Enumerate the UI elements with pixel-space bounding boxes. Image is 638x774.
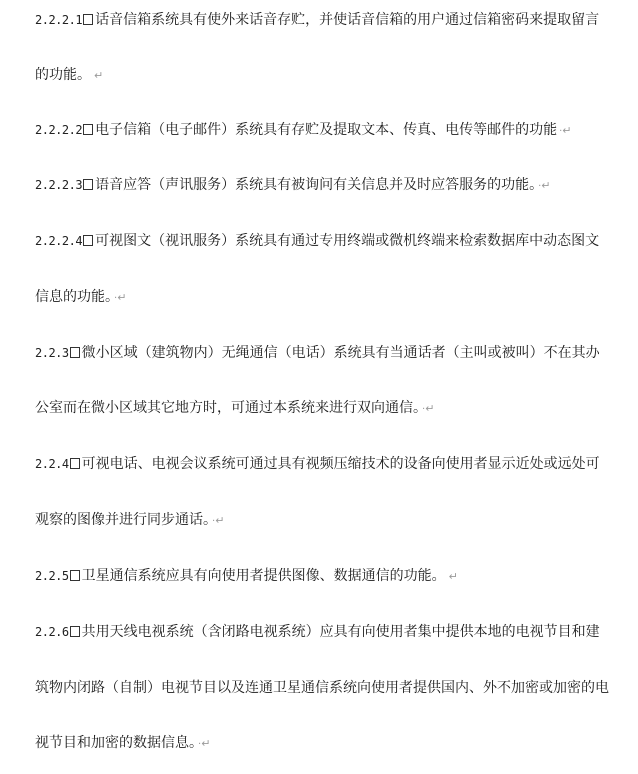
paragraph-text: 的功能。: [35, 67, 91, 83]
section-number: 2.2.6: [35, 625, 69, 639]
space-dot-icon: ·: [198, 739, 202, 750]
paragraph-2-2-4-line-1: [35, 454, 615, 474]
paragraph-text: 视节目和加密的数据信息。: [35, 735, 196, 751]
checkbox-placeholder-icon: [70, 570, 80, 581]
paragraph-mark-icon: ↵: [448, 570, 458, 583]
paragraph-mark-icon: ↵: [562, 124, 572, 137]
checkbox-placeholder-icon: [83, 235, 93, 246]
paragraph-mark-icon: ↵: [94, 69, 104, 82]
paragraph-mark-icon: ↵: [215, 514, 225, 527]
paragraph-text: 共用天线电视系统（含闭路电视系统）应具有向使用者集中提供本地的电视节目和建: [81, 624, 600, 640]
checkbox-placeholder-icon: [83, 14, 93, 25]
paragraph-2-2-6-line-2: [35, 678, 615, 698]
paragraph-text: 信息的功能。: [35, 289, 112, 305]
space-dot-icon: ·: [559, 126, 563, 137]
paragraph-2-2-2-4-line-2: [35, 287, 615, 307]
checkbox-placeholder-icon: [70, 347, 80, 358]
checkbox-placeholder-icon: [83, 124, 93, 135]
checkbox-placeholder-icon: [83, 179, 93, 190]
paragraph-text: 话音信箱系统具有使外来话音存贮，并使话音信箱的用户通过信箱密码来提取留言: [95, 12, 600, 28]
paragraph-mark-icon: ↵: [425, 402, 435, 415]
paragraph-text: 观察的图像并进行同步通话。: [35, 512, 210, 528]
section-number: 2.2.4: [35, 457, 69, 471]
paragraph-text: 可视电话、电视会议系统可通过具有视频压缩技术的设备向使用者显示近处或远处可: [81, 456, 600, 472]
space-dot-icon: ·: [422, 404, 426, 415]
paragraph-2-2-2-4-line-1: [35, 231, 615, 251]
paragraph-2-2-4-line-2: [35, 510, 615, 530]
section-number: 2.2.2.4: [35, 234, 83, 248]
paragraph-text: 筑物内闭路（自制）电视节目以及连通卫星通信系统向使用者提供国内、外不加密或加密的电: [35, 680, 609, 696]
paragraph-text: 电子信箱（电子邮件）系统具有存贮及提取文本、传真、电传等邮件的功能: [95, 122, 558, 138]
paragraph-text: 微小区域（建筑物内）无绳通信（电话）系统具有当通话者（主叫或被叫）不在其办: [81, 345, 600, 361]
checkbox-placeholder-icon: [70, 626, 80, 637]
paragraph-2-2-6-line-3: [35, 733, 615, 753]
section-number: 2.2.2.2: [35, 123, 83, 137]
paragraph-2-2-2-1-line-2: [35, 65, 615, 85]
paragraph-text: 语音应答（声讯服务）系统具有被询问有关信息并及时应答服务的功能。: [95, 177, 537, 193]
paragraph-mark-icon: ↵: [117, 291, 127, 304]
paragraph-2-2-3-line-1: [35, 343, 615, 363]
paragraph-2-2-2-1-line-1: [35, 10, 615, 30]
space-dot-icon: ·: [538, 181, 542, 192]
paragraph-2-2-3-line-2: [35, 398, 615, 418]
paragraph-text: 卫星通信系统应具有向使用者提供图像、数据通信的功能。: [81, 568, 446, 584]
paragraph-2-2-6-line-1: [35, 622, 615, 642]
paragraph-2-2-2-3-line-1: [35, 175, 615, 195]
section-number: 2.2.2.3: [35, 178, 83, 192]
checkbox-placeholder-icon: [70, 458, 80, 469]
space-dot-icon: ·: [212, 516, 216, 527]
paragraph-mark-icon: ↵: [201, 737, 211, 750]
section-number: 2.2.3: [35, 346, 69, 360]
section-number: 2.2.5: [35, 569, 69, 583]
paragraph-mark-icon: ↵: [541, 179, 551, 192]
space-dot-icon: ·: [114, 293, 118, 304]
section-number: 2.2.2.1: [35, 13, 83, 27]
paragraph-text: 可视图文（视讯服务）系统具有通过专用终端或微机终端来检索数据库中动态图文: [95, 233, 600, 249]
paragraph-2-2-2-2-line-1: [35, 120, 615, 140]
paragraph-2-2-5-line-1: [35, 566, 615, 586]
paragraph-text: 公室而在微小区域其它地方时，可通过本系统来进行双向通信。: [35, 400, 420, 416]
